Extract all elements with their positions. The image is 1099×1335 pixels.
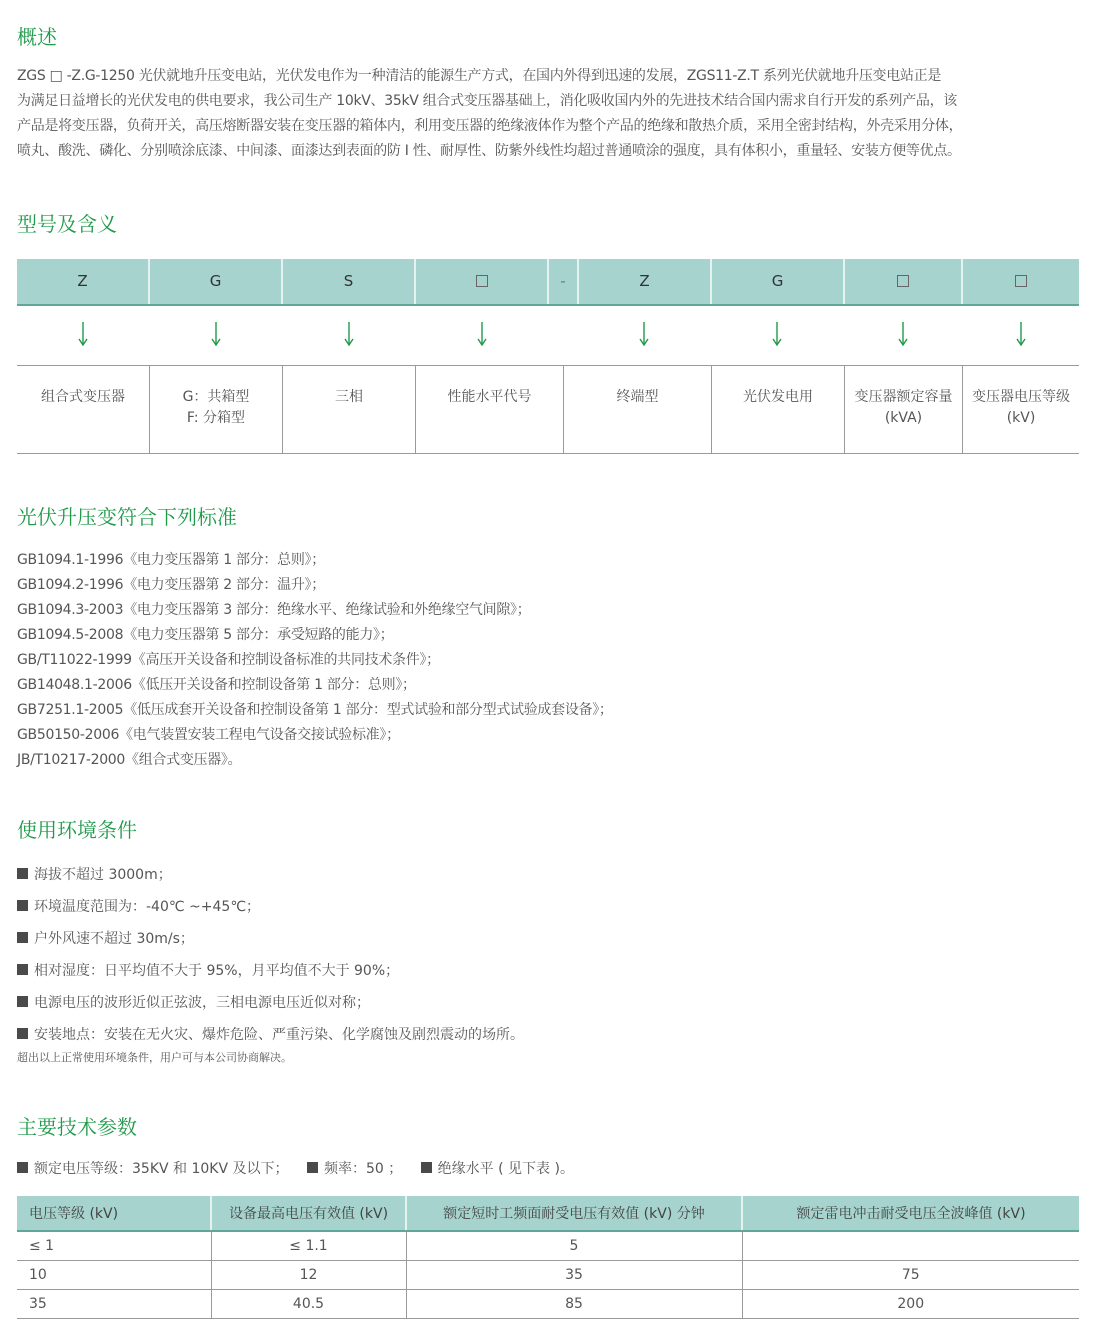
- model-meaning-cell: [712, 366, 845, 453]
- params-summary-text: 频率：50 ；: [323, 1161, 403, 1177]
- down-arrow-icon: [1011, 320, 1031, 348]
- overview-line: 产品是将变压器，负荷开关，高压熔断器安装在变压器的箱体内，利用变压器的绝缘液体作为整个产品的绝缘和散热介质，采用全密封结构，外壳采用分体，: [17, 118, 963, 134]
- down-arrow-icon: [634, 320, 654, 348]
- model-code-cell: [845, 259, 963, 304]
- column-header: 设备最高电压有效值 (kV): [211, 1196, 406, 1231]
- table-cell: [742, 1231, 1079, 1261]
- section-title-params: 主要技术参数: [17, 1115, 137, 1139]
- table-cell: 12: [211, 1261, 406, 1290]
- model-meaning-cell: [963, 366, 1079, 453]
- environment-item: [17, 987, 524, 1019]
- meaning-text: G：共箱型: [182, 389, 250, 405]
- model-meaning-cell: [150, 366, 283, 453]
- standard-item: JB/T10217-2000《组合式变压器》。: [17, 752, 242, 768]
- meaning-text: (kVA): [884, 410, 923, 426]
- placeholder-box-icon: [1015, 275, 1027, 287]
- environment-item: [17, 859, 524, 891]
- table-cell: 200: [742, 1290, 1079, 1319]
- table-cell: ≤ 1: [17, 1231, 211, 1261]
- standards-list: [17, 548, 613, 773]
- environment-text: 户外风速不超过 30m/s；: [34, 931, 194, 947]
- params-summary-text: 绝缘水平 ( 见下表 )。: [437, 1161, 574, 1177]
- model-meaning-cell: [845, 366, 963, 453]
- meaning-text: (kV): [1006, 410, 1036, 426]
- model-code-cell: [963, 259, 1079, 304]
- insulation-table: [17, 1196, 1079, 1319]
- meaning-text: F: 分箱型: [186, 410, 246, 426]
- params-summary: [17, 1158, 588, 1178]
- placeholder-box-icon: [897, 275, 909, 287]
- environment-list: [17, 859, 524, 1051]
- down-arrow-icon: [73, 320, 93, 348]
- standard-item: GB1094.2-1996《电力变压器第 2 部分：温升》；: [17, 577, 325, 593]
- environment-item: [17, 955, 524, 987]
- square-bullet-icon: [17, 996, 28, 1007]
- environment-item: [17, 1019, 524, 1051]
- square-bullet-icon: [17, 1162, 28, 1173]
- square-bullet-icon: [307, 1162, 318, 1173]
- table-cell: 40.5: [211, 1290, 406, 1319]
- table-cell: 35: [406, 1261, 742, 1290]
- table-cell: 85: [406, 1290, 742, 1319]
- overview-line: ZGS □ -Z.G-1250 光伏就地升压变电站，光伏发电作为一种清洁的能源生产方式，在国内外得到迅速的发展，ZGS11-Z.T 系列光伏就地升压变电站正是: [17, 68, 942, 84]
- standard-item: GB50150-2006《电气装置安装工程电气设备交接试验标准》；: [17, 727, 400, 743]
- standard-item: GB7251.1-2005《低压成套开关设备和控制设备第 1 部分：型式试验和部分型式试验成套设备》；: [17, 702, 613, 718]
- model-meaning-cell: [416, 366, 564, 453]
- params-summary-item: [17, 1161, 289, 1177]
- params-summary-text: 额定电压等级：35KV 和 10KV 及以下；: [34, 1161, 289, 1177]
- params-summary-item: [307, 1161, 402, 1177]
- environment-text: 海拔不超过 3000m；: [34, 867, 172, 883]
- down-arrow-icon: [472, 320, 492, 348]
- section-title-environment: 使用环境条件: [17, 818, 137, 842]
- meaning-text: 三相: [335, 389, 363, 405]
- standard-item: GB1094.3-2003《电力变压器第 3 部分：绝缘水平、绝缘试验和外绝缘空气间隙》；: [17, 602, 531, 618]
- down-arrow-icon: [206, 320, 226, 348]
- overview-line: 喷丸、酸洗、磷化、分别喷涂底漆、中间漆、面漆达到表面的防 I 性、耐厚性、防紫外线性均超过普通喷涂的强度，具有体积小，重量轻、安装方便等优点。: [17, 143, 961, 159]
- model-meaning-cell: [283, 366, 416, 453]
- environment-note: 超出以上正常使用环境条件，用户可与本公司协商解决。: [17, 1051, 292, 1064]
- table-cell: ≤ 1.1: [211, 1231, 406, 1261]
- down-arrow-icon: [893, 320, 913, 348]
- model-code-separator: -: [549, 259, 579, 304]
- environment-text: 环境温度范围为：-40℃ ~+45℃；: [34, 899, 261, 915]
- standard-item: GB1094.5-2008《电力变压器第 5 部分：承受短路的能力》；: [17, 627, 394, 643]
- section-title-overview: 概述: [17, 25, 57, 49]
- table-header-row: [17, 1196, 1079, 1231]
- square-bullet-icon: [421, 1162, 432, 1173]
- meaning-text: 组合式变压器: [41, 389, 125, 405]
- model-code-cell: [416, 259, 549, 304]
- meaning-text: 变压器额定容量: [854, 389, 953, 405]
- placeholder-box-icon: [476, 275, 488, 287]
- section-title-model: 型号及含义: [17, 212, 117, 236]
- table-cell: 75: [742, 1261, 1079, 1290]
- model-meaning-cell: [564, 366, 712, 453]
- meaning-text: 性能水平代号: [447, 389, 532, 405]
- meaning-text: 终端型: [616, 389, 659, 405]
- environment-text: 电源电压的波形近似正弦波，三相电源电压近似对称；: [34, 995, 370, 1011]
- environment-item: [17, 891, 524, 923]
- overview-line: 为满足日益增长的光伏发电的供电要求，我公司生产 10kV、35kV 组合式变压器基础上，消化吸收国内外的先进技术结合国内需求自行开发的系列产品，该: [17, 93, 957, 109]
- standard-item: GB1094.1-1996《电力变压器第 1 部分：总则》；: [17, 552, 325, 568]
- table-cell: 35: [17, 1290, 211, 1319]
- square-bullet-icon: [17, 900, 28, 911]
- model-code-cell: Z: [17, 259, 150, 304]
- square-bullet-icon: [17, 868, 28, 879]
- meaning-text: 变压器电压等级: [972, 389, 1070, 405]
- column-header: 额定雷电冲击耐受电压全波峰值 (kV): [742, 1196, 1079, 1231]
- down-arrow-icon: [339, 320, 359, 348]
- table-row: [17, 1290, 1079, 1319]
- model-meaning-cell: [17, 366, 150, 453]
- column-header: 额定短时工频面耐受电压有效值 (kV) 分钟: [406, 1196, 742, 1231]
- model-code-header: [17, 259, 1079, 306]
- params-summary-item: [421, 1161, 574, 1177]
- environment-text: 安装地点：安装在无火灾、爆炸危险、严重污染、化学腐蚀及剧烈震动的场所。: [34, 1027, 524, 1043]
- model-code-cell: G: [712, 259, 845, 304]
- square-bullet-icon: [17, 932, 28, 943]
- environment-item: [17, 923, 524, 955]
- model-code-cell: S: [283, 259, 416, 304]
- square-bullet-icon: [17, 1028, 28, 1039]
- table-row: [17, 1261, 1079, 1290]
- table-cell: 5: [406, 1231, 742, 1261]
- column-header: 电压等级 (kV): [17, 1196, 211, 1231]
- model-meaning-row: [17, 365, 1079, 454]
- table-row: [17, 1231, 1079, 1261]
- square-bullet-icon: [17, 964, 28, 975]
- environment-text: 相对湿度：日平均值不大于 95%，月平均值不大于 90%；: [34, 963, 400, 979]
- model-code-cell: G: [150, 259, 283, 304]
- standard-item: GB14048.1-2006《低压开关设备和控制设备第 1 部分：总则》；: [17, 677, 416, 693]
- meaning-text: 光伏发电用: [743, 389, 813, 405]
- overview-paragraph: [17, 64, 1083, 164]
- section-title-standards: 光伏升压变符合下列标准: [17, 505, 237, 529]
- table-cell: 10: [17, 1261, 211, 1290]
- model-code-cell: Z: [579, 259, 712, 304]
- standard-item: GB/T11022-1999《高压开关设备和控制设备标准的共同技术条件》；: [17, 652, 440, 668]
- down-arrow-icon: [767, 320, 787, 348]
